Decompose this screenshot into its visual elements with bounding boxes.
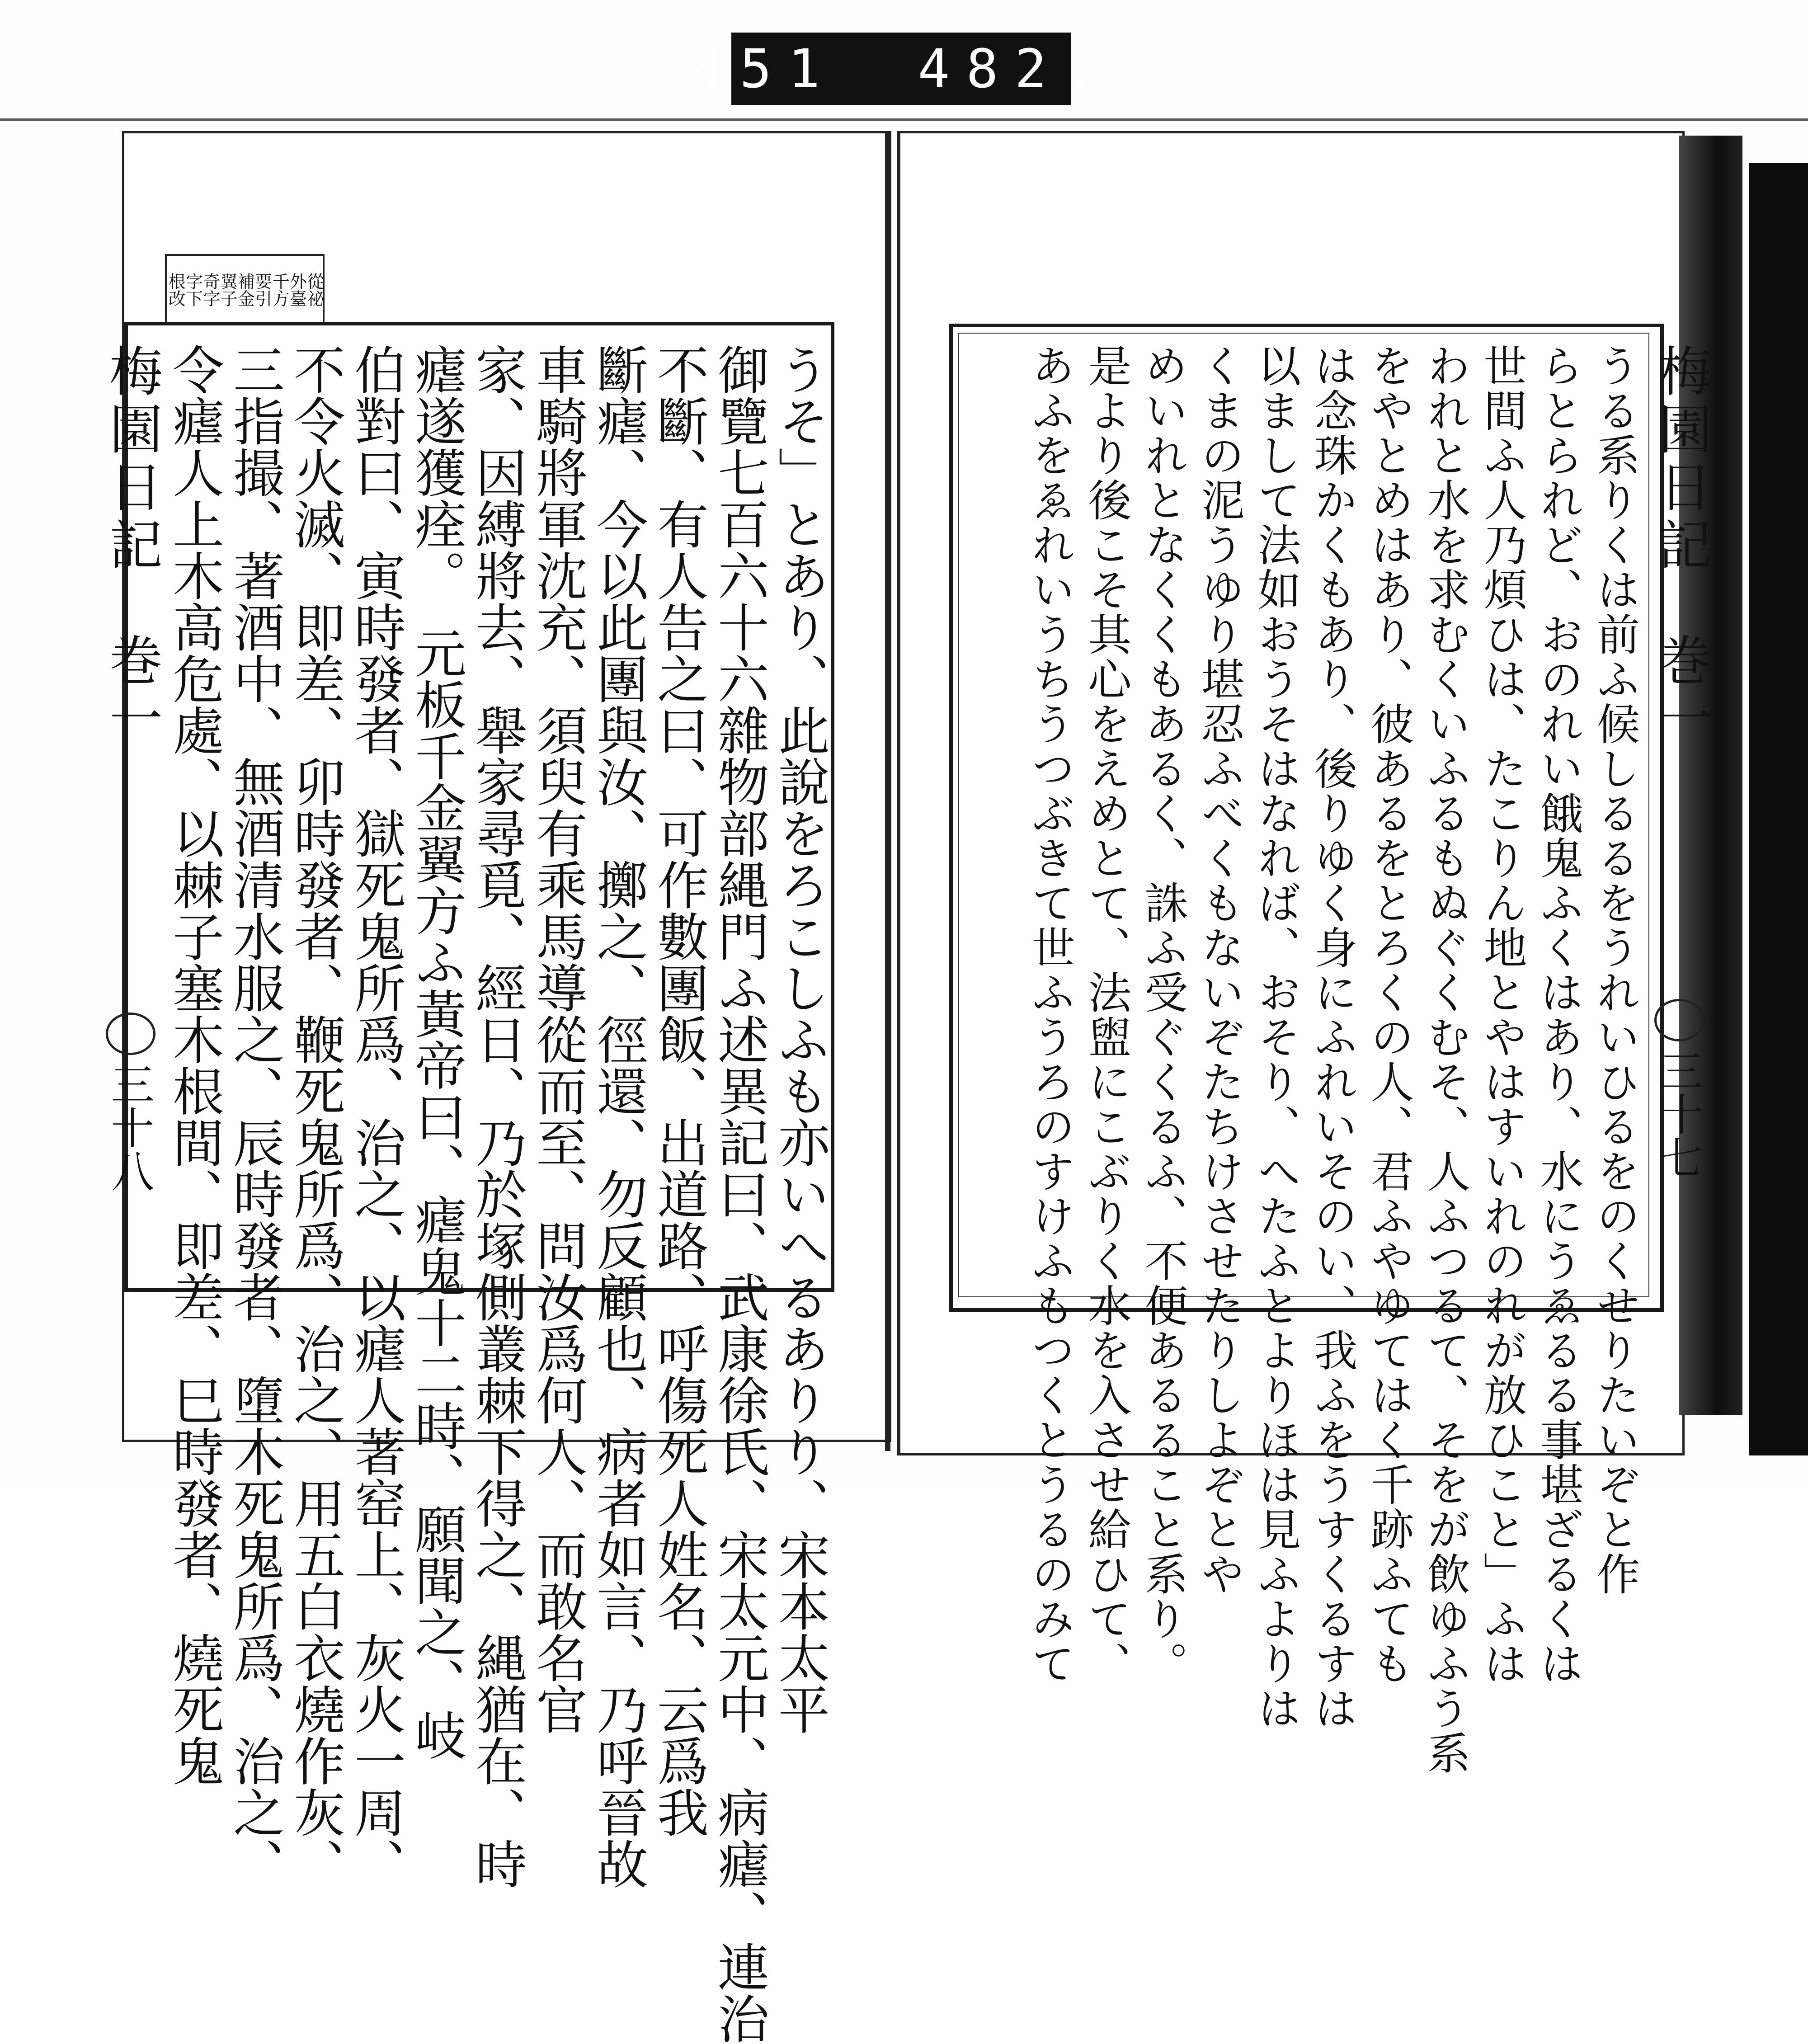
text-column: 世間ふ人乃煩ひは、たこりん地とやはすいれのれが放ひこと」ふは: [1477, 344, 1527, 1686]
archive-number-right: 482.: [918, 38, 1111, 100]
text-column: らとられど、おのれい餓鬼ふくはあり、水にうゑるる事堪ざるくは: [1533, 344, 1584, 1686]
text-column: めいれとなくくもあるく、誅ふ受ぐくるふ、不便あるること系り。: [1138, 344, 1188, 1686]
text-column: うそ」とあり、此說をろこしふも亦いへるありり、宋本太平: [770, 344, 830, 1735]
headnote-column: 根改: [165, 273, 186, 307]
book-fore-edge: [1749, 163, 1808, 1455]
headnote-column: 字下: [183, 273, 203, 307]
page-edge-shadow: [1679, 136, 1742, 1415]
headnote-column: 千方: [269, 273, 290, 307]
text-column: 是より後こそ其心をえめとて、法盥にこぶりく水を入させ給ひて、: [1081, 344, 1132, 1686]
headnote-column: 要引: [252, 273, 272, 307]
text-column: 伯對曰、寅時發者、獄死鬼所爲、治之、以瘧人著窑上、灰火一周、: [346, 344, 406, 1889]
left-headnote-box: [165, 254, 325, 325]
text-column: 不令火滅、即差、卯時發者、鞭死鬼所爲、治之、用五白衣燒作灰、: [285, 344, 345, 1889]
text-column: われと水を求むくいふるもぬぐくむそ、人ふつるて、そをが飲ゆふう系: [1420, 344, 1471, 1776]
left-folio-mark: [106, 1013, 155, 1055]
text-column: 家、因縛將去、舉家尋覓、經日、乃於塚側叢棘下得之、縄猶在、時: [467, 344, 527, 1889]
book-gutter: [885, 131, 890, 1451]
text-column: 不斷、有人告之曰、可作數團飯、出道路、呼傷死人姓名、云爲我: [649, 344, 709, 1838]
text-column: をやとめはあり、彼あるをとろくの人、君ふやゆてはく千跡ふても: [1364, 344, 1414, 1686]
headnote-column: 奇字: [200, 273, 220, 307]
headnote-column: 補金: [235, 273, 255, 307]
text-column: あふをゑれいうちうつぶきて世ふうろのすけふもつくとうるのみて: [1025, 344, 1075, 1686]
scan-top-edge: [0, 118, 1808, 121]
text-column: 令瘧人上木高危處、以棘子塞木根間、即差、巳時發者、燒死鬼: [164, 344, 224, 1786]
text-column: 三指撮、著酒中、無酒清水服之、辰時發者、墮木死鬼所爲、治之、: [225, 344, 285, 1889]
text-column: 車騎將軍沈充、須臾有乘馬導從而至、問汝爲何人、而敢名官: [527, 344, 588, 1735]
headnote-column: 翼子: [217, 273, 238, 307]
right-folio-mark: [1654, 999, 1704, 1041]
headnote-column: 外臺: [287, 273, 307, 307]
text-column: 瘧遂獲痊。 元板千金翼方ふ黃帝曰、瘧鬼十二時、願聞之、岐: [406, 344, 466, 1761]
archive-number-left: 451: [691, 38, 837, 100]
text-column: は念珠かくもあり、後りゆく身にふれいそのい、我ふをうすくるすは: [1307, 344, 1358, 1731]
text-column: うる系りくは前ふ候しるるをうれいひるをのくせりたいぞと作: [1590, 344, 1640, 1597]
right-folio-number: 三十七: [1653, 1049, 1704, 1179]
right-running-title: 梅園日記 巻一: [1650, 344, 1712, 749]
text-column: 以まして法如おうそはなれば、おそり、へたふとよりほは見ふよりは: [1251, 344, 1301, 1731]
left-folio-number: 三十八: [104, 1062, 155, 1192]
headnote-column: 從祕: [304, 273, 324, 307]
text-column: 御覽七百六十六雜物部縄門ふ述異記曰、武康徐氏、宋太元中、病瘧、連治: [709, 344, 769, 2044]
archive-number-label: [691, 33, 1111, 105]
text-column: くまの泥うゆり堪忍ふべくもないぞたちけさせたりしよぞとや: [1194, 344, 1245, 1597]
left-running-title: 梅園日記 巻一: [100, 344, 163, 749]
text-column: 斷瘧、今以此團與汝、擲之、徑還、勿反顧也、病者如言、乃呼晉故: [588, 344, 648, 1889]
